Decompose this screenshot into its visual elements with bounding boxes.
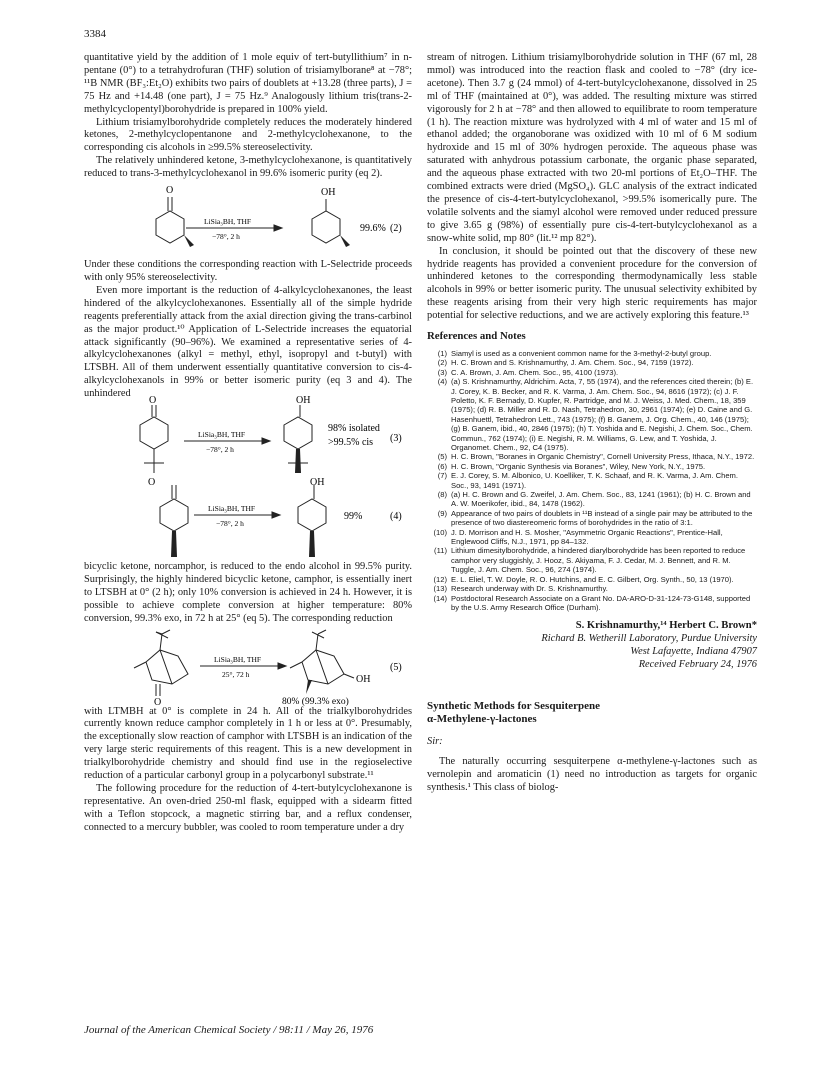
result-label: 98% isolated: [328, 423, 380, 435]
reference-item: [427, 368, 757, 377]
ketone-label: O: [166, 185, 174, 197]
yield-label: 80% (99.3% exo): [282, 696, 349, 707]
references-list: [427, 349, 757, 612]
hydroxyl-label: OH: [296, 395, 311, 407]
reference-item: [427, 509, 757, 528]
reference-number: (5): [437, 452, 447, 462]
reference-item: [427, 349, 757, 358]
left-column: [84, 52, 412, 835]
yield-label: 99.6%: [360, 223, 386, 235]
reference-number: (11): [434, 546, 447, 556]
reference-text: Appearance of two pairs of doublets in ¹¹B instead of a single pair may be attributed to the presence of two diastereomeric forms of borohydrides in the ratio of 3:1.: [451, 508, 753, 528]
reference-item: [427, 584, 757, 593]
paragraph: Under these conditions the corresponding reaction with L-Selectride proceeds with only 95% stereoselectivity.: [84, 259, 412, 283]
paragraph: Lithium trisiamylborohydride completely reduces the moderately hindered ketones, 2-methylcyclopentanone and 2-methylcyclohexanone, to the corresponding cis alcohols in ≥99.5% stereoselectivity.: [84, 116, 412, 154]
paragraph: quantitative yield by the addition of 1 mole equiv of tert-butyllithium⁷ in n-pentane (0°) to a tetrahydrofuran (THF) solution of trisiamylborane⁸ at −78°; ¹¹B NMR (BF₃:Et₂O) exhibits two pairs of doublets at +13.28 (three parts), J = 75 Hz and +14.48 (one part), J = 75 Hz.⁹ Analogously lithium tris(trans-2-methylcyclopentyl)borohydride is prepared in 100% yield.: [84, 52, 412, 115]
reference-number: (1): [437, 348, 447, 358]
reference-text: C. A. Brown, J. Am. Chem. Soc., 95, 4100 (1973).: [451, 367, 619, 377]
reference-number: (12): [433, 574, 447, 584]
reference-number: (13): [433, 584, 447, 594]
reference-text: (a) H. C. Brown and G. Zweifel, J. Am. Chem. Soc., 83, 1241 (1961); (b) H. C. Brown and A. W. Moerikofer, ibid., 84, 1478 (1962).: [451, 490, 751, 509]
reference-text: J. D. Morrison and H. S. Mosher, "Asymmetric Organic Reactions", Prentice-Hall, Englewood Cliffs, N.J., 1971, pp 84–132.: [451, 527, 723, 547]
reference-item: [427, 490, 757, 509]
reference-text: Lithium dimesitylborohydride, a hindered diarylborohydride has been reported to reduce camphor very sluggishly, J. Hooz, S. Akiyama, F. J. Cedar, M. J. Bennett, and R. M. Tuggle, J. Am. Chem. Soc., 96, 274 (1974).: [451, 546, 746, 575]
result-label: >99.5% cis: [328, 437, 374, 449]
reference-item: [427, 358, 757, 367]
reference-item: [427, 452, 757, 461]
reference-text: (a) S. Krishnamurthy, Aldrichim. Acta, 7, 55 (1974), and the references cited therein; (b) E. J. Corey, K. B. Becker, and R. K. Varma, J. Am. Chem. Soc., 94, 8616 (1972); (c) J. F. Poletto, K. F. Bernady, D. Kupfer, R. Partridge, and M. J. Weiss, J. Med. Chem., 18, 359 (1975); (d) R. B. Miller and R. D. Nash, Tetrahedron, 30, 2961 (1974); (e) D. Caine and G. Hasenhuettl, Tetrahedron Lett., 743 (1975); (f) B. Ganem, J. Org. Chem., 40, 146 (1975); (g) B. Ganem, ibid., 40, 2846 (1975); (h) T. Yoshida and E. Negishi, J. Chem. Soc., Chem. Commun., 762 (1974); (i) E. Negishi, R. M. Williams, G. Lew, and T. Yoshida, J. Organomet. Chem., 92, C4 (1975).: [451, 377, 754, 452]
reference-text: Siamyl is used as a convenient common name for the 3-methyl-2-butyl group.: [451, 348, 712, 358]
next-article-title: [427, 700, 757, 726]
reference-text: Research underway with Dr. S. Krishnamurthy.: [451, 584, 608, 594]
hydroxyl-label: OH: [356, 673, 371, 685]
affiliation-address: West Lafayette, Indiana 47907: [630, 645, 757, 657]
conditions-label: 25°, 72 h: [222, 669, 250, 679]
conditions-label: −78°, 2 h: [212, 232, 240, 242]
scheme-eq5: [84, 626, 412, 706]
reagent-label: LiSia₃BH, THF: [208, 504, 256, 514]
reference-number: (3): [437, 367, 447, 377]
reference-item: [427, 528, 757, 547]
reference-number: (8): [437, 490, 447, 500]
reference-text: E. L. Eliel, T. W. Doyle, R. O. Hutchins, and E. C. Gilbert, Org. Synth., 50, 13 (1970).: [451, 574, 734, 584]
reference-number: (14): [433, 593, 447, 603]
paragraph: In conclusion, it should be pointed out that the discovery of these new hydride reagents has provided a convenient procedure for the conversion of unhindered ketones to the corresponding thermodynamically less stable alcohols in 99% or better isomeric purity. The unusual selectivity exhibited by these reagents arising from their very high steric requirements has major potential for selective reductions, and we are actively exploring this feature.¹³: [427, 245, 757, 322]
paragraph: bicyclic ketone, norcamphor, is reduced to the endo alcohol in 99.5% purity. Surprisingly, the highly hindered bicyclic ketone, camphor, is essentially inert to LTSBH at 0° (2 h); only 10% conversion is achieved in 24 h. However, it is possible to achieve complete conversion at higher temperature: 80% conversion, 99.3% exo, in 72 h at 25° (eq 5). The corresponding reduction: [84, 561, 412, 624]
salutation: Sir:: [427, 735, 443, 747]
reference-number: (2): [437, 358, 447, 368]
reference-item: [427, 471, 757, 490]
scheme-eq4: [84, 475, 412, 561]
reference-number: (10): [433, 527, 447, 537]
equation-number: (4): [390, 511, 402, 523]
paragraph: Even more important is the reduction of 4-alkylcyclohexanones, the least hindered of the alkylcyclohexanones. Essentially all of the simple hydride reagents preferentially attack from the axial direction giving the trans-carbinol as the major product.¹⁰ Application of L-Selectride increases the equatorial attack significantly (90–96%). We examined a representative series of 4-alkylcyclohexanones (alkyl = methyl, ethyl, isopropyl and t-butyl) with LTSBH. All of them underwent essentially quantitative conversion to cis-4-alkylcyclohexanols in 99% or better isomeric purity (eq 3 and 4). The unhindered: [84, 284, 412, 400]
reagent-label: LiSia₃BH, THF: [204, 217, 252, 227]
paragraph: stream of nitrogen. Lithium trisiamylborohydride solution in THF (67 ml, 28 mmol) was introduced into the reaction flask and cooled to −78° (dry ice-acetone). Then 3.7 g (24 mmol) of 4-tert-butylcyclohexanone, dissolved in 25 ml of THF (maintained at 0°), was added. The resulting mixture was stirred vigorously for 2 h at −78° and then allowed to equilibrate to room temperature (1 h). The reaction mixture was hydrolyzed with 4 ml of water and 15 ml of ethanol added; the organoborane was oxidized with 10 ml of 6 M sodium hydroxide and 15 ml of 30% hydrogen peroxide. The aqueous phase was saturated with anhydrous potassium carbonate, the organic phase separated, and the aqueous phase extracted with two 20-ml portions of Et₂O–THF. The combined extracts were dried (MgSO₄). GLC analysis of the extract indicated the presence of cis-4-tert-butylcyclohexanol, >99.5% isomerically pure. The volatile solvents and the siamyl alcohol were removed under reduced pressure to give 3.65 g (98%) of essentially pure cis-4-tert-butylcyclohexanol as a snow-white solid, mp 80° (lit.¹² mp 82°).: [427, 52, 757, 244]
ketone-label: O: [148, 477, 156, 489]
right-column: [427, 52, 757, 795]
paragraph: The following procedure for the reduction of 4-tert-butylcyclohexanone is representative. An oven-dried 250-ml flask, equipped with a sidearm fitted with a Teflon stopcock, a magnetic stirring bar, and a reflux condenser, connected to a mercury bubbler, was cooled to room temperature under a dry: [84, 783, 412, 833]
hydroxyl-label: OH: [310, 477, 325, 489]
affiliation: Richard B. Wetherill Laboratory, Purdue University: [541, 633, 757, 645]
reference-text: H. C. Brown and S. Krishnamurthy, J. Am. Chem. Soc., 94, 7159 (1972).: [451, 358, 694, 368]
reference-item: [427, 462, 757, 471]
reference-text: H. C. Brown, "Boranes in Organic Chemistry", Cornell University Press, Ithaca, N.Y., 1972.: [451, 452, 755, 462]
reference-number: (4): [437, 377, 447, 387]
equation-number: (2): [390, 223, 402, 235]
yield-label: 99%: [344, 511, 363, 523]
journal-footer: Journal of the American Chemical Society / 98:11 / May 26, 1976: [84, 1024, 374, 1036]
paragraph: with LTMBH at 0° is complete in 24 h. All of the trialkylborohydrides currently known reduce camphor completely in 1 h or less at 0°. Presumably, the exceptionally slow reaction of camphor with LTSBH is an indication of the very large steric requirements of this reagent. This is a new development in trialkylborohydride chemistry and should find use in the regioselective reduction of a particular carbonyl group in a polycarbonyl substrate.¹¹: [84, 705, 412, 782]
reference-item: [427, 546, 757, 574]
reference-item: [427, 594, 757, 613]
reference-item: [427, 377, 757, 452]
next-article-title-line: Synthetic Methods for Sesquiterpene: [427, 699, 601, 712]
equation-number: (3): [390, 433, 402, 445]
reagent-label: LiSia₃BH, THF: [198, 430, 246, 440]
next-article-title-line: α-Methylene-γ-lactones: [427, 712, 537, 725]
paragraph: The relatively unhindered ketone, 3-methylcyclohexanone, is quantitatively reduced to trans-3-methylcyclohexanol in 99.6% isomeric purity (eq 2).: [84, 155, 412, 180]
reference-number: (7): [437, 471, 447, 481]
reference-number: (6): [437, 461, 447, 471]
reference-text: Postdoctoral Research Associate on a Grant No. DA-ARO-D-31-124-73-G148, supported by the U.S. Army Research Office (Durham).: [451, 593, 751, 612]
paragraph: The naturally occurring sesquiterpene α-methylene-γ-lactones such as vernolepin and aromaticin (1) need no introduction as targets for organic synthesis.¹ This class of biolog-: [427, 755, 757, 793]
reference-text: E. J. Corey, S. M. Albonico, U. Koelliker, T. K. Schaaf, and R. K. Varma, J. Am. Chem. Soc., 93, 1491 (1971).: [451, 471, 738, 490]
conditions-label: −78°, 2 h: [206, 445, 234, 455]
reagent-label: LiSia₃BH, THF: [214, 654, 262, 664]
received-date: Received February 24, 1976: [638, 659, 757, 671]
conditions-label: −78°, 2 h: [216, 519, 244, 529]
page-number: 3384: [84, 28, 106, 40]
equation-number: (5): [390, 661, 402, 673]
authors: S. Krishnamurthy,¹⁴ Herbert C. Brown*: [575, 620, 757, 632]
reference-item: [427, 575, 757, 584]
ketone-label: O: [154, 696, 162, 708]
hydroxyl-label: OH: [321, 187, 336, 199]
ketone-label: O: [149, 395, 157, 407]
scheme-eq2: [84, 181, 412, 259]
reference-number: (9): [437, 508, 447, 518]
references-heading: References and Notes: [427, 330, 526, 343]
reference-text: H. C. Brown, "Organic Synthesis via Boranes", Wiley, New York, N.Y., 1975.: [451, 461, 706, 471]
scheme-eq3: [84, 395, 412, 475]
